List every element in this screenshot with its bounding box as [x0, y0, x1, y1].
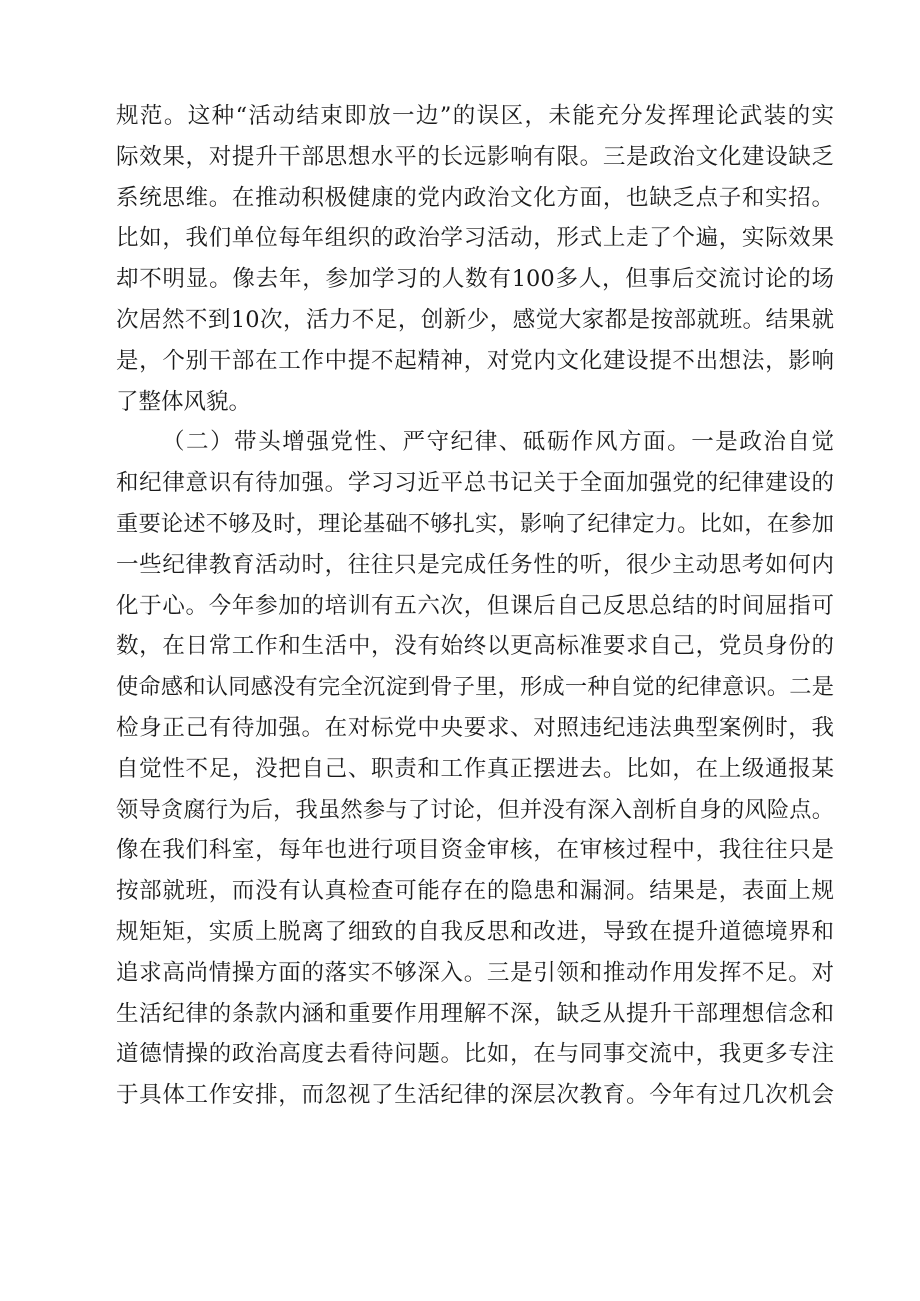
paragraph-line: 是，个别干部在工作中提不起精神，对党内文化建设提不出想法，影响 — [116, 347, 834, 374]
paragraph-line: 像在我们科室，每年也进行项目资金审核，在审核过程中，我往往只是 — [116, 837, 834, 864]
paragraph-line: 次居然不到10次，活力不足，创新少，感觉大家都是按部就班。结果就 — [116, 306, 834, 333]
paragraph-line: 规范。这种“活动结束即放一边”的误区，未能充分发挥理论武装的实 — [116, 103, 834, 129]
paragraph-line: 按部就班，而没有认真检查可能存在的隐患和漏洞。结果是，表面上规 — [116, 878, 834, 905]
paragraph-2 — [116, 422, 834, 1116]
paragraph-line: 规矩矩，实质上脱离了细致的自我反思和改进，导致在提升道德境界和 — [116, 918, 834, 945]
paragraph-line: 领导贪腐行为后，我虽然参与了讨论，但并没有深入剖析自身的风险点。 — [116, 796, 834, 823]
paragraph-line: 重要论述不够及时，理论基础不够扎实，影响了纪律定力。比如，在参加 — [116, 510, 834, 537]
paragraph-1 — [116, 96, 834, 422]
document-body — [116, 96, 834, 1116]
paragraph-line: 追求高尚情操方面的落实不够深入。三是引领和推动作用发挥不足。对 — [116, 959, 834, 986]
paragraph-line: 系统思维。在推动积极健康的党内政治文化方面，也缺乏点子和实招。 — [116, 184, 834, 211]
paragraph-line: 比如，我们单位每年组织的政治学习活动，形式上走了个遍，实际效果 — [116, 225, 834, 252]
paragraph-line: 使命感和认同感没有完全沉淀到骨子里，形成一种自觉的纪律意识。二是 — [116, 674, 834, 701]
paragraph-line: 检身正己有待加强。在对标党中央要求、对照违纪违法典型案例时，我 — [116, 714, 834, 741]
paragraph-line: 却不明显。像去年，参加学习的人数有100多人，但事后交流讨论的场 — [116, 266, 834, 293]
paragraph-line: 于具体工作安排，而忽视了生活纪律的深层次教育。今年有过几次机会 — [116, 1082, 834, 1109]
paragraph-line: 化于心。今年参加的培训有五六次，但课后自己反思总结的时间屈指可 — [116, 592, 834, 619]
paragraph-line: 数，在日常工作和生活中，没有始终以更高标准要求自己，党员身份的 — [116, 633, 834, 660]
paragraph-line: 了整体风貌。 — [116, 388, 252, 415]
section-heading-line: （二）带头增强党性、严守纪律、砥砺作风方面。一是政治自觉 — [162, 429, 834, 456]
paragraph-line: 自觉性不足，没把自己、职责和工作真正摆进去。比如，在上级通报某 — [116, 755, 834, 782]
paragraph-line: 一些纪律教育活动时，往往只是完成任务性的听，很少主动思考如何内 — [116, 551, 834, 578]
paragraph-line: 道德情操的政治高度去看待问题。比如，在与同事交流中，我更多专注 — [116, 1041, 834, 1068]
paragraph-line: 际效果，对提升干部思想水平的长远影响有限。三是政治文化建设缺乏 — [116, 143, 834, 170]
paragraph-line: 生活纪律的条款内涵和重要作用理解不深，缺乏从提升干部理想信念和 — [116, 1000, 834, 1027]
paragraph-line: 和纪律意识有待加强。学习习近平总书记关于全面加强党的纪律建设的 — [116, 470, 834, 497]
